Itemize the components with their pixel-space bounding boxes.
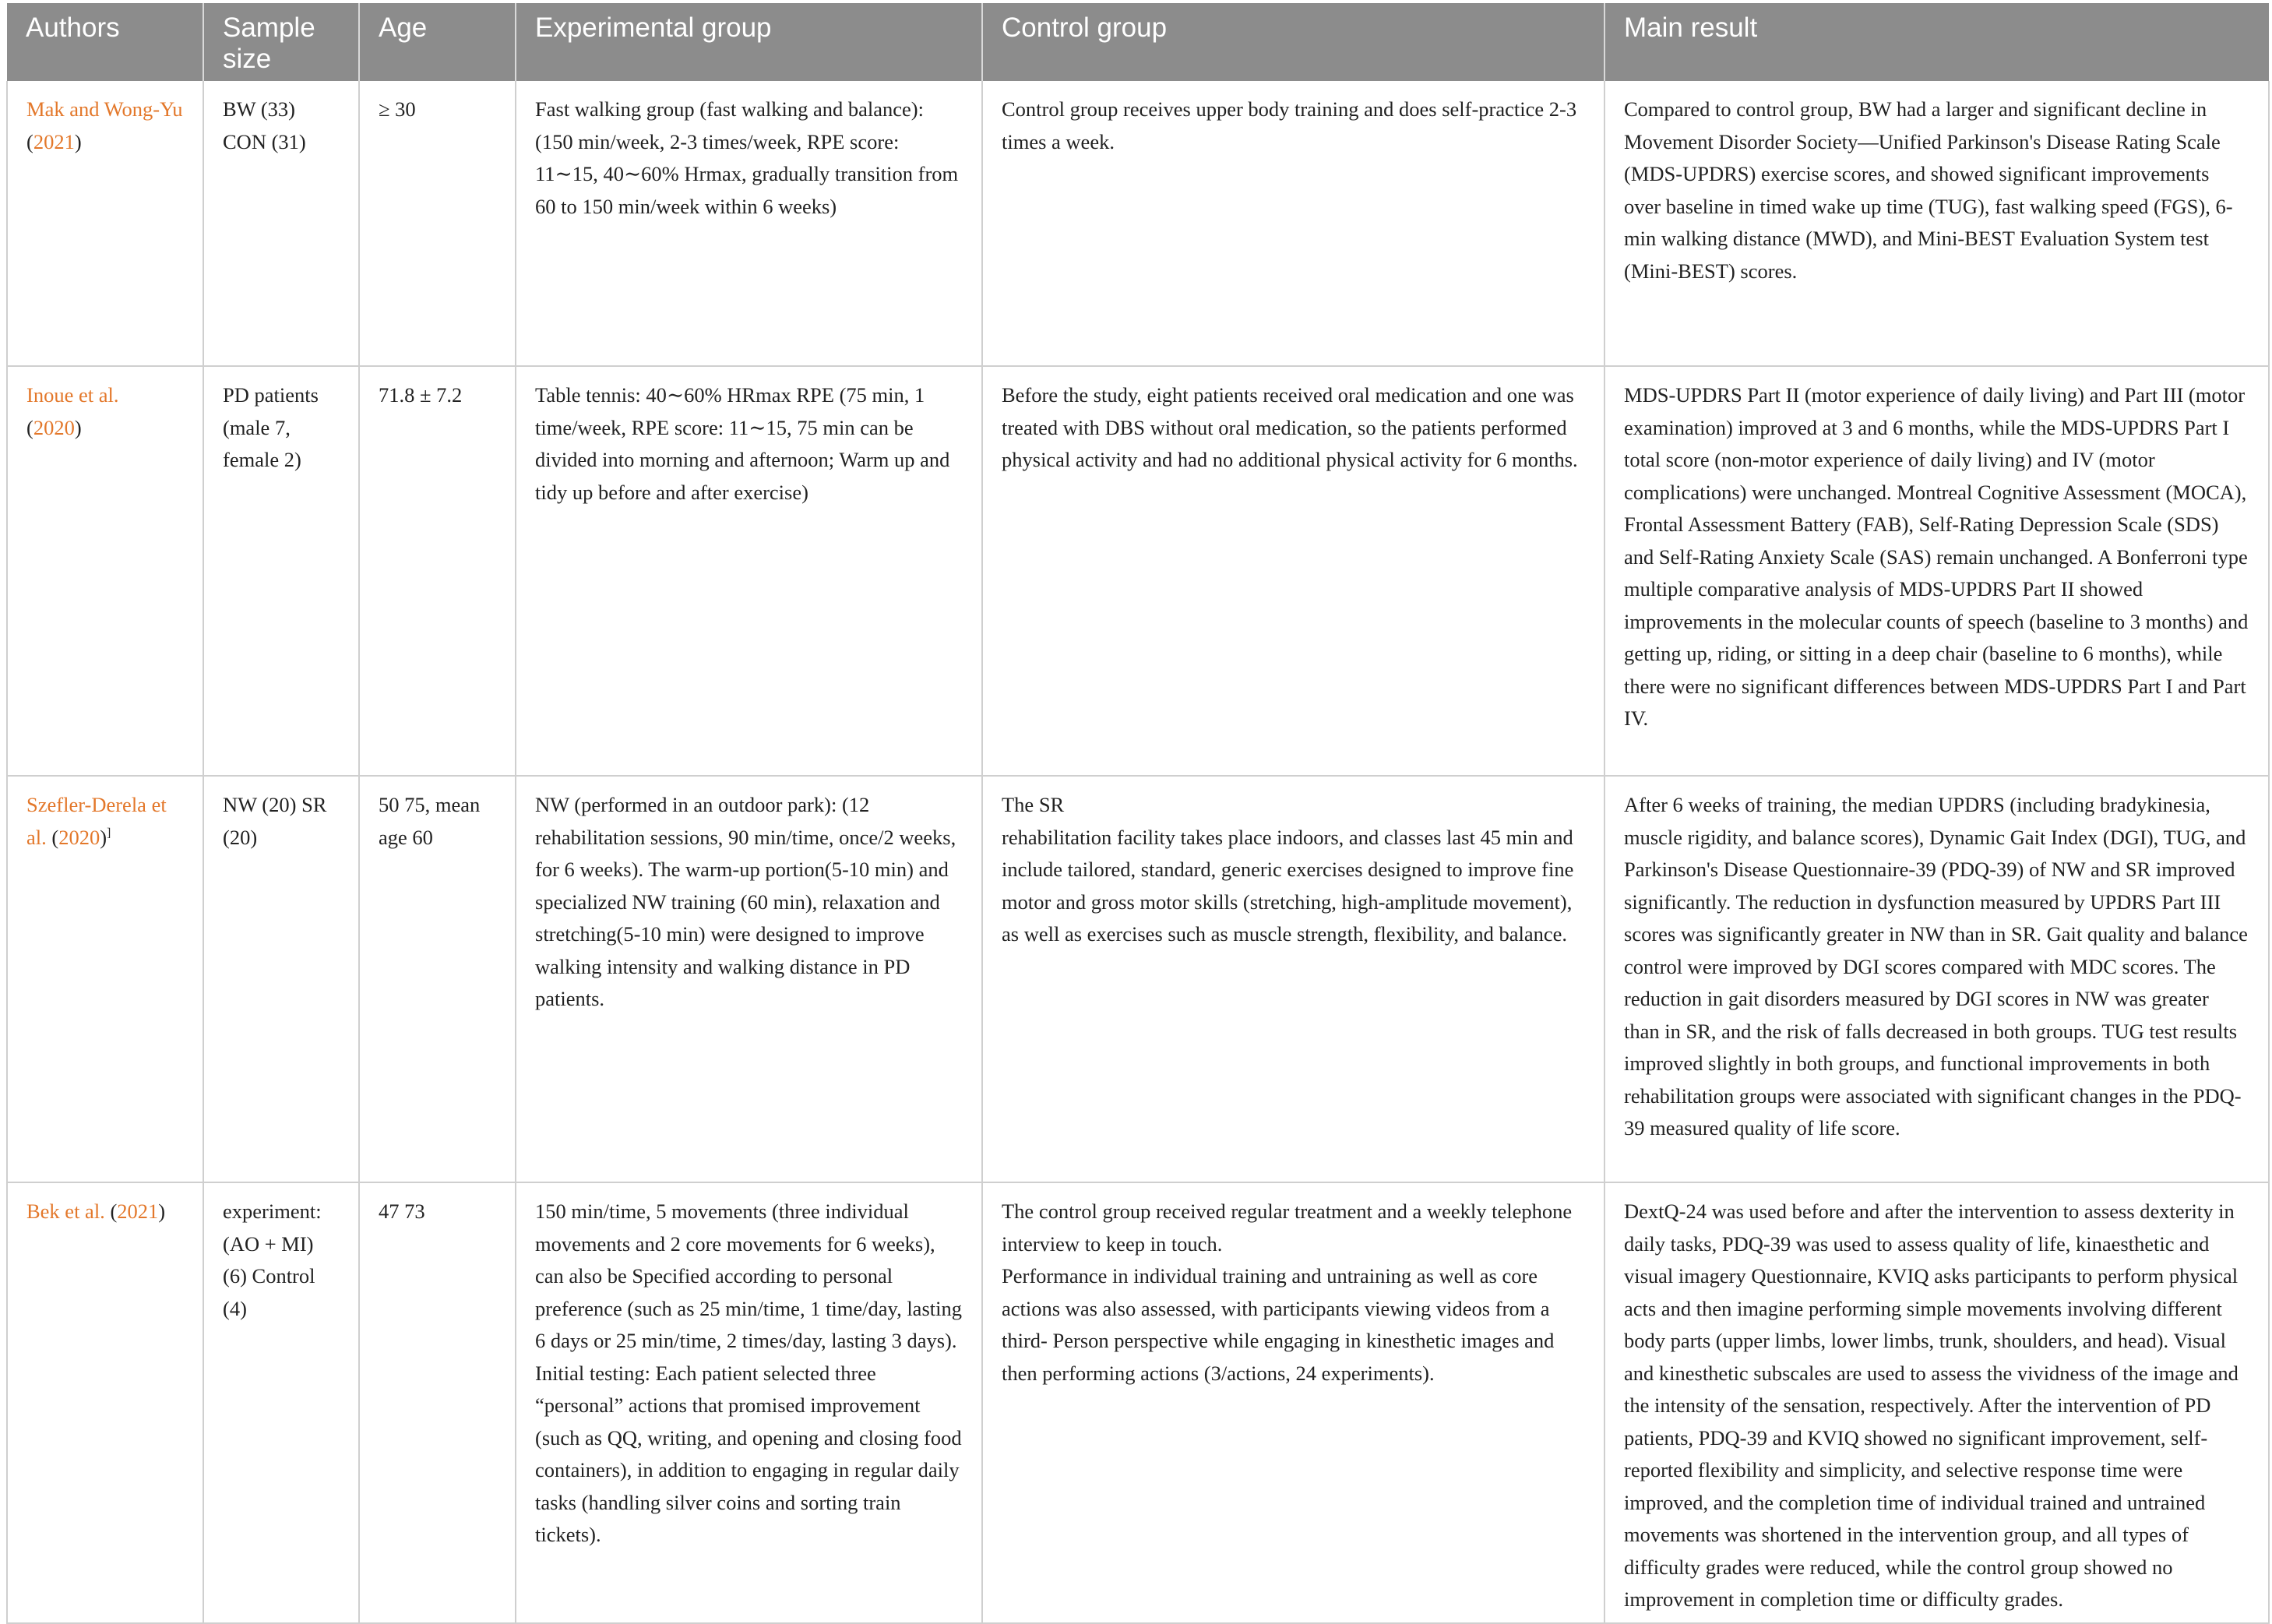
experimental-cell: Table tennis: 40∼60% HRmax RPE (75 min, 1 time/week, RPE score: 11∼15, 75 min can be divided into morning and afternoon; Warm up and tidy up before and after exercise) — [516, 366, 982, 776]
age-cell: 47 73 — [359, 1182, 516, 1623]
header-main-result: Main result — [1604, 3, 2269, 81]
header-row — [7, 3, 2269, 81]
control-cell: The SR rehabilitation facility takes place indoors, and classes last 45 min and include tailored, standard, generic exercises designed to improve fine motor and gross motor skills (stretching, high-amplitude movement), as well as exercises such as muscle strength, flexibility, and balance. — [982, 776, 1604, 1182]
footnote-mark: ] — [107, 826, 111, 840]
table-container — [6, 3, 2268, 1624]
table-row — [7, 81, 2269, 366]
experimental-cell: Fast walking group (fast walking and balance): (150 min/week, 2-3 times/week, RPE score: 11∼15, 40∼60% Hrmax, gradually transition from 60 to 150 min/week within 6 weeks) — [516, 81, 982, 366]
header-sample-size: Sample size — [203, 3, 359, 81]
author-cell: Bek et al. (2021) — [7, 1182, 203, 1623]
sample-cell: BW (33) CON (31) — [203, 81, 359, 366]
age-cell: 50 75, mean age 60 — [359, 776, 516, 1182]
study-table — [6, 3, 2270, 1624]
sample-cell: PD patients (male 7, female 2) — [203, 366, 359, 776]
result-cell: DextQ-24 was used before and after the intervention to assess dexterity in daily tasks, PDQ-39 was used to assess quality of life, kinaesthetic and visual imagery Questionnaire, KVIQ asks participants to perform physical acts and then imagine performing simple movements involving different body parts (upper limbs, lower limbs, trunk, shoulders, and head). Visual and kinesthetic subscales are used to assess the vividness of the image and the intensity of the sensation, respectively. After the intervention of PD patients, PDQ-39 and KVIQ showed no significant improvement, self-reported flexibility and simplicity, and selective response time were improved, and the completion time of individual trained and untrained movements was shortened in the intervention group, and all types of difficulty grades were reduced, while the control group showed no improvement in completion time or difficulty grades. — [1604, 1182, 2269, 1623]
header-authors: Authors — [7, 3, 203, 81]
author-link[interactable]: Bek et al. — [26, 1200, 105, 1223]
author-link[interactable]: Mak and Wong-Yu — [26, 97, 183, 121]
year-link[interactable]: 2020 — [33, 415, 75, 439]
header-control-group: Control group — [982, 3, 1604, 81]
year-link[interactable]: 2020 — [58, 825, 100, 849]
experimental-cell: NW (performed in an outdoor park): (12 rehabilitation sessions, 90 min/time, once/2 weeks, for 6 weeks). The warm-up portion(5-10 min) and specialized NW training (60 min), relaxation and stretching(5-10 min) were designed to improve walking intensity and walking distance in PD patients. — [516, 776, 982, 1182]
author-cell: Inoue et al. (2020) — [7, 366, 203, 776]
age-cell: ≥ 30 — [359, 81, 516, 366]
sample-cell: NW (20) SR (20) — [203, 776, 359, 1182]
table-row — [7, 366, 2269, 776]
result-cell: MDS-UPDRS Part II (motor experience of daily living) and Part III (motor examination) improved at 3 and 6 months, while the MDS-UPDRS Part I total score (non-motor experience of daily living) and IV (motor complications) were unchanged. Montreal Cognitive Assessment (MOCA), Frontal Assessment Battery (FAB), Self-Rating Depression Scale (SDS) and Self-Rating Anxiety Scale (SAS) remain unchanged. A Bonferroni type multiple comparative analysis of MDS-UPDRS Part II showed improvements in the molecular counts of speech (baseline to 3 months) and getting up, riding, or sitting in a deep chair (baseline to 6 months), while there were no significant differences between MDS-UPDRS Part I and Part IV. — [1604, 366, 2269, 776]
control-cell: Before the study, eight patients received oral medication and one was treated with DBS without oral medication, so the patients performed physical activity and had no additional physical activity for 6 months. — [982, 366, 1604, 776]
author-link[interactable]: Szefler-Derela et al. — [26, 793, 167, 849]
table-row — [7, 1182, 2269, 1623]
result-cell: After 6 weeks of training, the median UPDRS (including bradykinesia, muscle rigidity, and balance scores), Dynamic Gait Index (DGI), TUG, and Parkinson's Disease Questionnaire-39 (PDQ-39) of NW and SR improved significantly. The reduction in dysfunction measured by UPDRS Part III scores was significantly greater in NW than in SR. Gait quality and balance control were improved by DGI scores compared with MDC scores. The reduction in gait disorders measured by DGI scores in NW was greater than in SR, and the risk of falls decreased in both groups. TUG test results improved slightly in both groups, and functional improvements in both rehabilitation groups were associated with significant changes in the PDQ-39 measured quality of life score. — [1604, 776, 2269, 1182]
result-cell: Compared to control group, BW had a larger and significant decline in Movement Disorder Society—Unified Parkinson's Disease Rating Scale (MDS-UPDRS) exercise scores, and showed significant improvements over baseline in timed wake up time (TUG), fast walking speed (FGS), 6-min walking distance (MWD), and Mini-BEST Evaluation System test (Mini-BEST) scores. — [1604, 81, 2269, 366]
control-cell: Control group receives upper body training and does self-practice 2-3 times a week. — [982, 81, 1604, 366]
age-cell: 71.8 ± 7.2 — [359, 366, 516, 776]
table-row — [7, 776, 2269, 1182]
sample-cell: experiment: (AO + MI) (6) Control (4) — [203, 1182, 359, 1623]
experimental-cell: 150 min/time, 5 movements (three individual movements and 2 core movements for 6 weeks), can also be Specified according to personal preference (such as 25 min/time, 1 time/day, lasting 6 days or 25 min/time, 2 times/day, lasting 3 days). Initial testing: Each patient selected three “personal” actions that promised improvement (such as QQ, writing, and opening and closing food containers), in addition to engaging in regular daily tasks (handling silver coins and sorting train tickets). — [516, 1182, 982, 1623]
control-cell: The control group received regular treatment and a weekly telephone interview to keep in touch. Performance in individual training and untraining as well as core actions was also assessed, with participants viewing videos from a third- Person perspective while engaging in kinesthetic images and then performing actions (3/actions, 24 experiments). — [982, 1182, 1604, 1623]
year-link[interactable]: 2021 — [33, 129, 75, 153]
year-link[interactable]: 2021 — [117, 1200, 159, 1223]
header-experimental-group: Experimental group — [516, 3, 982, 81]
author-cell: Mak and Wong-Yu (2021) — [7, 81, 203, 366]
author-cell: Szefler-Derela et al. (2020)] — [7, 776, 203, 1182]
author-link[interactable]: Inoue et al. — [26, 383, 119, 407]
header-age: Age — [359, 3, 516, 81]
